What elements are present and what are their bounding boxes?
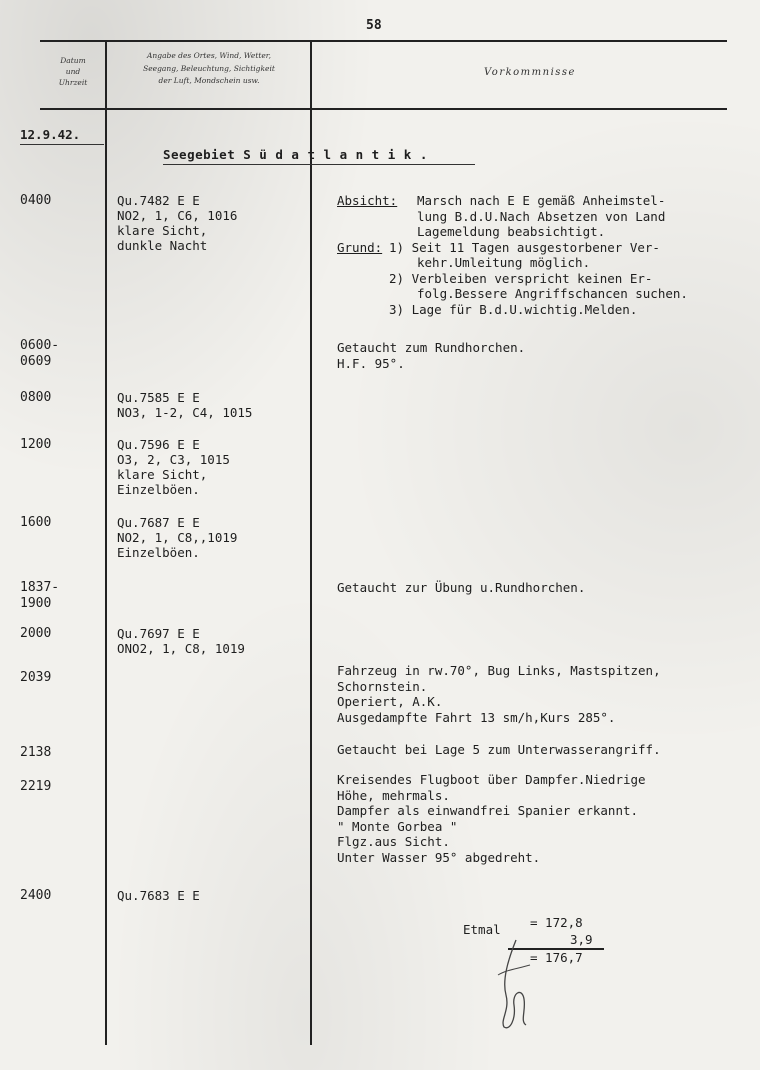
event-line [337, 302, 688, 318]
position-line: NO2, 1, C8,,1019 [117, 530, 238, 545]
entry-events [337, 772, 646, 865]
entry-position-weather [117, 888, 200, 903]
header-col2-line: Angabe des Ortes, Wind, Wetter, [147, 51, 271, 60]
event-line [337, 850, 646, 866]
column-rule-2 [310, 40, 312, 1045]
entry-time [20, 515, 51, 531]
region-underline [163, 164, 475, 165]
event-line [337, 255, 688, 271]
entry-time-line: 0600- [20, 338, 60, 353]
event-text: Lagemeldung beabsichtigt. [417, 224, 606, 239]
etmal-value-3: = 176,7 [530, 950, 583, 965]
position-line: O3, 2, C3, 1015 [117, 452, 230, 467]
event-line [337, 356, 525, 372]
header-col1-line: Datum [60, 56, 86, 65]
entry-time-line: 2400 [20, 888, 52, 903]
entry-time-line: 2000 [20, 626, 52, 641]
entry-events [337, 663, 661, 725]
event-text: Unter Wasser 95° abgedreht. [337, 849, 541, 865]
event-text: Kreisendes Flugboot über Dampfer.Niedrige [337, 772, 646, 787]
event-line [337, 271, 688, 287]
page-number: 58 [366, 18, 382, 33]
header-location-weather [108, 50, 310, 88]
entry-time [20, 193, 51, 209]
entry-position-weather [117, 626, 245, 656]
entry-position-weather [117, 515, 237, 560]
event-line [337, 663, 661, 679]
position-line: NO3, 1-2, C4, 1015 [117, 405, 253, 420]
event-line [337, 834, 646, 850]
entry-time-line: 0800 [20, 390, 52, 405]
event-line [337, 803, 646, 819]
event-text: Getaucht zum Rundhorchen. [337, 340, 526, 355]
sea-region: Seegebiet S ü d a t l a n t i k . [163, 147, 428, 162]
entry-position-weather [117, 193, 237, 253]
entry-time [20, 670, 51, 686]
entry-events [337, 193, 688, 317]
log-date: 12.9.42. [20, 127, 81, 142]
event-line [337, 679, 661, 695]
event-line [337, 710, 661, 726]
entry-time [20, 580, 59, 612]
event-text: kehr.Umleitung möglich. [417, 255, 591, 270]
event-text: 2) Verbleiben verspricht keinen Er- [389, 270, 653, 286]
column-rule-1 [105, 40, 107, 1045]
event-text: Höhe, mehrmals. [337, 787, 450, 803]
event-line [337, 742, 661, 758]
event-text: Getaucht zur Übung u.Rundhorchen. [337, 580, 586, 595]
position-line: Qu.7683 E E [117, 888, 200, 903]
event-text: Getaucht bei Lage 5 zum Unterwasserangriff. [337, 742, 661, 757]
event-text: Dampfer als einwandfrei Spanier erkannt. [337, 803, 639, 818]
event-line [337, 694, 661, 710]
entry-position-weather [117, 437, 230, 497]
position-line: ONO2, 1, C8, 1019 [117, 641, 245, 656]
etmal-value-2: 3,9 [570, 932, 593, 947]
event-text: lung B.d.U.Nach Absetzen von Land [417, 208, 666, 224]
date-underline [20, 144, 104, 145]
entry-time [20, 779, 51, 795]
event-line [337, 819, 646, 835]
event-label: Grund: [337, 239, 383, 255]
entry-time-line: 1200 [20, 437, 52, 452]
event-line [337, 340, 525, 356]
header-col1-line: Uhrzeit [58, 78, 88, 87]
header-col1-line: und [65, 67, 81, 76]
event-text: Ausgedampfte Fahrt 13 sm/h,Kurs 285°. [337, 709, 616, 725]
signature-mark [494, 935, 534, 1030]
header-date-time [40, 55, 106, 88]
header-bottom-rule [40, 108, 727, 110]
entry-time-line: 1837- [20, 580, 60, 595]
position-line: klare Sicht, [117, 467, 208, 482]
entry-time [20, 338, 59, 370]
event-line [337, 788, 646, 804]
event-line [337, 193, 688, 209]
position-line: dunkle Nacht [117, 238, 208, 253]
event-line [337, 286, 688, 302]
entry-time [20, 390, 51, 406]
position-line: klare Sicht, [117, 223, 208, 238]
entry-time-line: 1900 [20, 596, 52, 611]
event-line [337, 240, 688, 256]
position-line: Qu.7482 E E [117, 193, 200, 208]
event-text: folg.Bessere Angriffschancen suchen. [417, 286, 688, 301]
entry-time-line: 0609 [20, 354, 52, 369]
header-col2-line: Seegang, Beleuchtung, Sichtigkeit [143, 63, 275, 73]
entry-position-weather [117, 390, 252, 420]
position-line: Qu.7596 E E [117, 437, 200, 452]
entry-time [20, 437, 51, 453]
entry-events [337, 742, 661, 758]
entry-time [20, 626, 51, 642]
entry-time-line: 2138 [20, 745, 52, 760]
event-text: 3) Lage für B.d.U.wichtig.Melden. [389, 301, 638, 317]
event-text: H.F. 95°. [337, 355, 405, 371]
entry-events [337, 340, 525, 371]
event-line [337, 772, 646, 788]
event-text: " Monte Gorbea " [337, 818, 458, 834]
event-line [337, 580, 585, 596]
event-line [337, 209, 688, 225]
event-text: Marsch nach E E gemäß Anheimstel- [417, 193, 666, 208]
event-text: Flgz.aus Sicht. [337, 834, 450, 849]
entry-time-line: 1600 [20, 515, 52, 530]
header-top-rule [40, 40, 727, 42]
entry-time-line: 2219 [20, 779, 52, 794]
event-line [337, 224, 688, 240]
entry-time-line: 0400 [20, 193, 52, 208]
header-col2-line: der Luft, Mondschein usw. [158, 76, 260, 85]
entry-time-line: 2039 [20, 670, 52, 685]
event-text: Schornstein. [337, 678, 428, 694]
position-line: Einzelböen. [117, 482, 200, 497]
etmal-value-1: = 172,8 [530, 915, 583, 930]
entry-time [20, 745, 51, 761]
event-label: Absicht: [337, 193, 398, 208]
position-line: Qu.7585 E E [117, 390, 200, 405]
entry-events [337, 580, 585, 596]
header-events: Vorkommnisse [484, 67, 576, 78]
event-text: Fahrzeug in rw.70°, Bug Links, Mastspitzen, [337, 663, 661, 678]
etmal-label: Etmal [463, 922, 501, 937]
event-text: 1) Seit 11 Tagen ausgestorbener Ver- [389, 239, 660, 255]
position-line: NO2, 1, C6, 1016 [117, 208, 238, 223]
entry-time [20, 888, 51, 904]
position-line: Qu.7697 E E [117, 626, 200, 641]
position-line: Einzelböen. [117, 545, 200, 560]
event-text: Operiert, A.K. [337, 694, 443, 709]
position-line: Qu.7687 E E [117, 515, 200, 530]
